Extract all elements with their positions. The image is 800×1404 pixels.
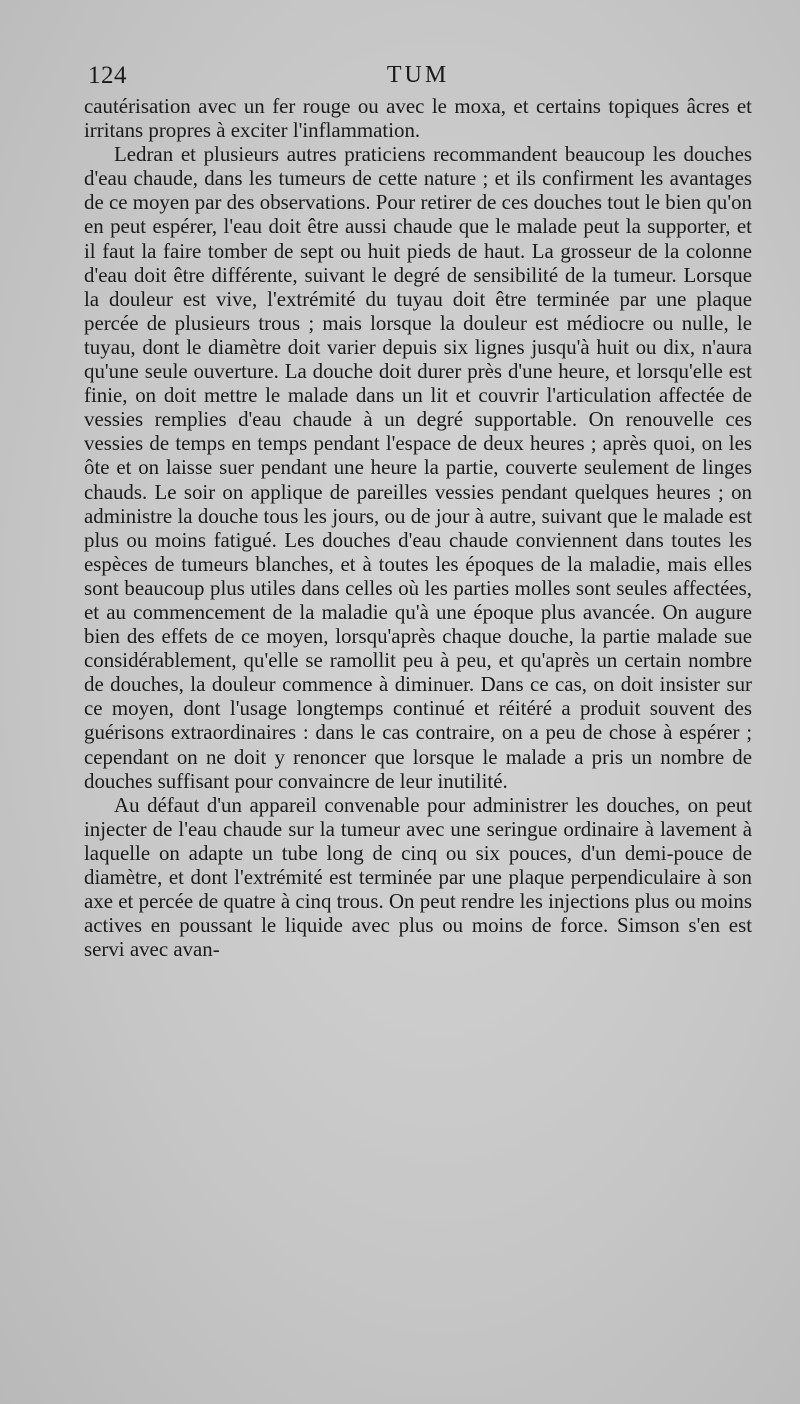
paragraph-injections: Au défaut d'un appareil convenable pour administrer les douches, on peut injecter de l'eau chaude sur la tumeur avec une seringue ordinaire à lavement à laquelle on adapte un tube long de cinq ou six pouces, d'un demi-pouce de diamètre, et dont l'extrémité est terminée par une plaque perpendiculaire à son axe et percée de quatre à cinq trous. On peut rendre les injections plus ou moins actives en poussant le liquide avec plus ou moins de force. Simson s'en est servi avec avan- (84, 792, 752, 962)
paragraph-continuation: cautérisation avec un fer rouge ou avec le moxa, et certains topiques âcres et irritans propres à exciter l'inflammation. (84, 94, 752, 143)
paragraph-douches: Ledran et plusieurs autres praticiens recommandent beaucoup les douches d'eau chaude, dans les tumeurs de cette nature ; et ils confirment les avantages de ce moyen par des observations. Pour retirer de ces douches tout le bien qu'on en peut espérer, l'eau doit être aussi chaude que le malade peut la supporter, et il faut la faire tomber de sept ou huit pieds de haut. La grosseur de la colonne d'eau doit être différente, suivant le degré de sensibilité de la tumeur. Lorsque la douleur est vive, l'extrémité du tuyau doit être terminée par une plaque percée de plusieurs trous ; mais lorsque la douleur est médiocre ou nulle, le tuyau, dont le diamètre doit varier depuis six lignes jusqu'à huit ou dix, n'aura qu'une seule ouverture. La douche doit durer près d'une heure, et lorsqu'elle est finie, on doit mettre le malade dans un lit et couvrir l'articulation affectée de vessies remplies d'eau chaude à un degré supportable. On renouvelle ces vessies de temps en temps pendant l'espace de deux heures ; après quoi, on les ôte et on laisse suer pendant une heure la partie, couverte seulement de linges chauds. Le soir on applique de pareilles vessies pendant quelques heures ; on administre la douche tous les jours, ou de jour à autre, suivant que le malade est plus ou moins fatigué. Les douches d'eau chaude conviennent dans toutes les espèces de tumeurs blanches, et à toutes les époques de la maladie, mais elles sont beaucoup plus utiles dans celles où les parties molles sont seules affectées, et au commencement de la maladie qu'à une époque plus avancée. On augure bien des effets de ce moyen, lorsqu'après chaque douche, la partie malade sue considérablement, qu'elle se ramollit peu à peu, et qu'après un certain nombre de douches, la douleur commence à diminuer. Dans ce cas, on doit insister sur ce moyen, dont l'usage longtemps continué et réitéré a produit souvent des guérisons extraordinaires : dans le cas contraire, on a peu de chose à espérer ; cependant on ne doit y renoncer que lorsque le malade a pris un nombre de douches suffisant pour convaincre de leur inutilité. (84, 142, 753, 793)
body-text (84, 94, 752, 961)
running-head: TUM (386, 62, 450, 88)
page-number: 124 (88, 62, 127, 89)
page-header (84, 58, 752, 94)
book-page (84, 58, 752, 961)
